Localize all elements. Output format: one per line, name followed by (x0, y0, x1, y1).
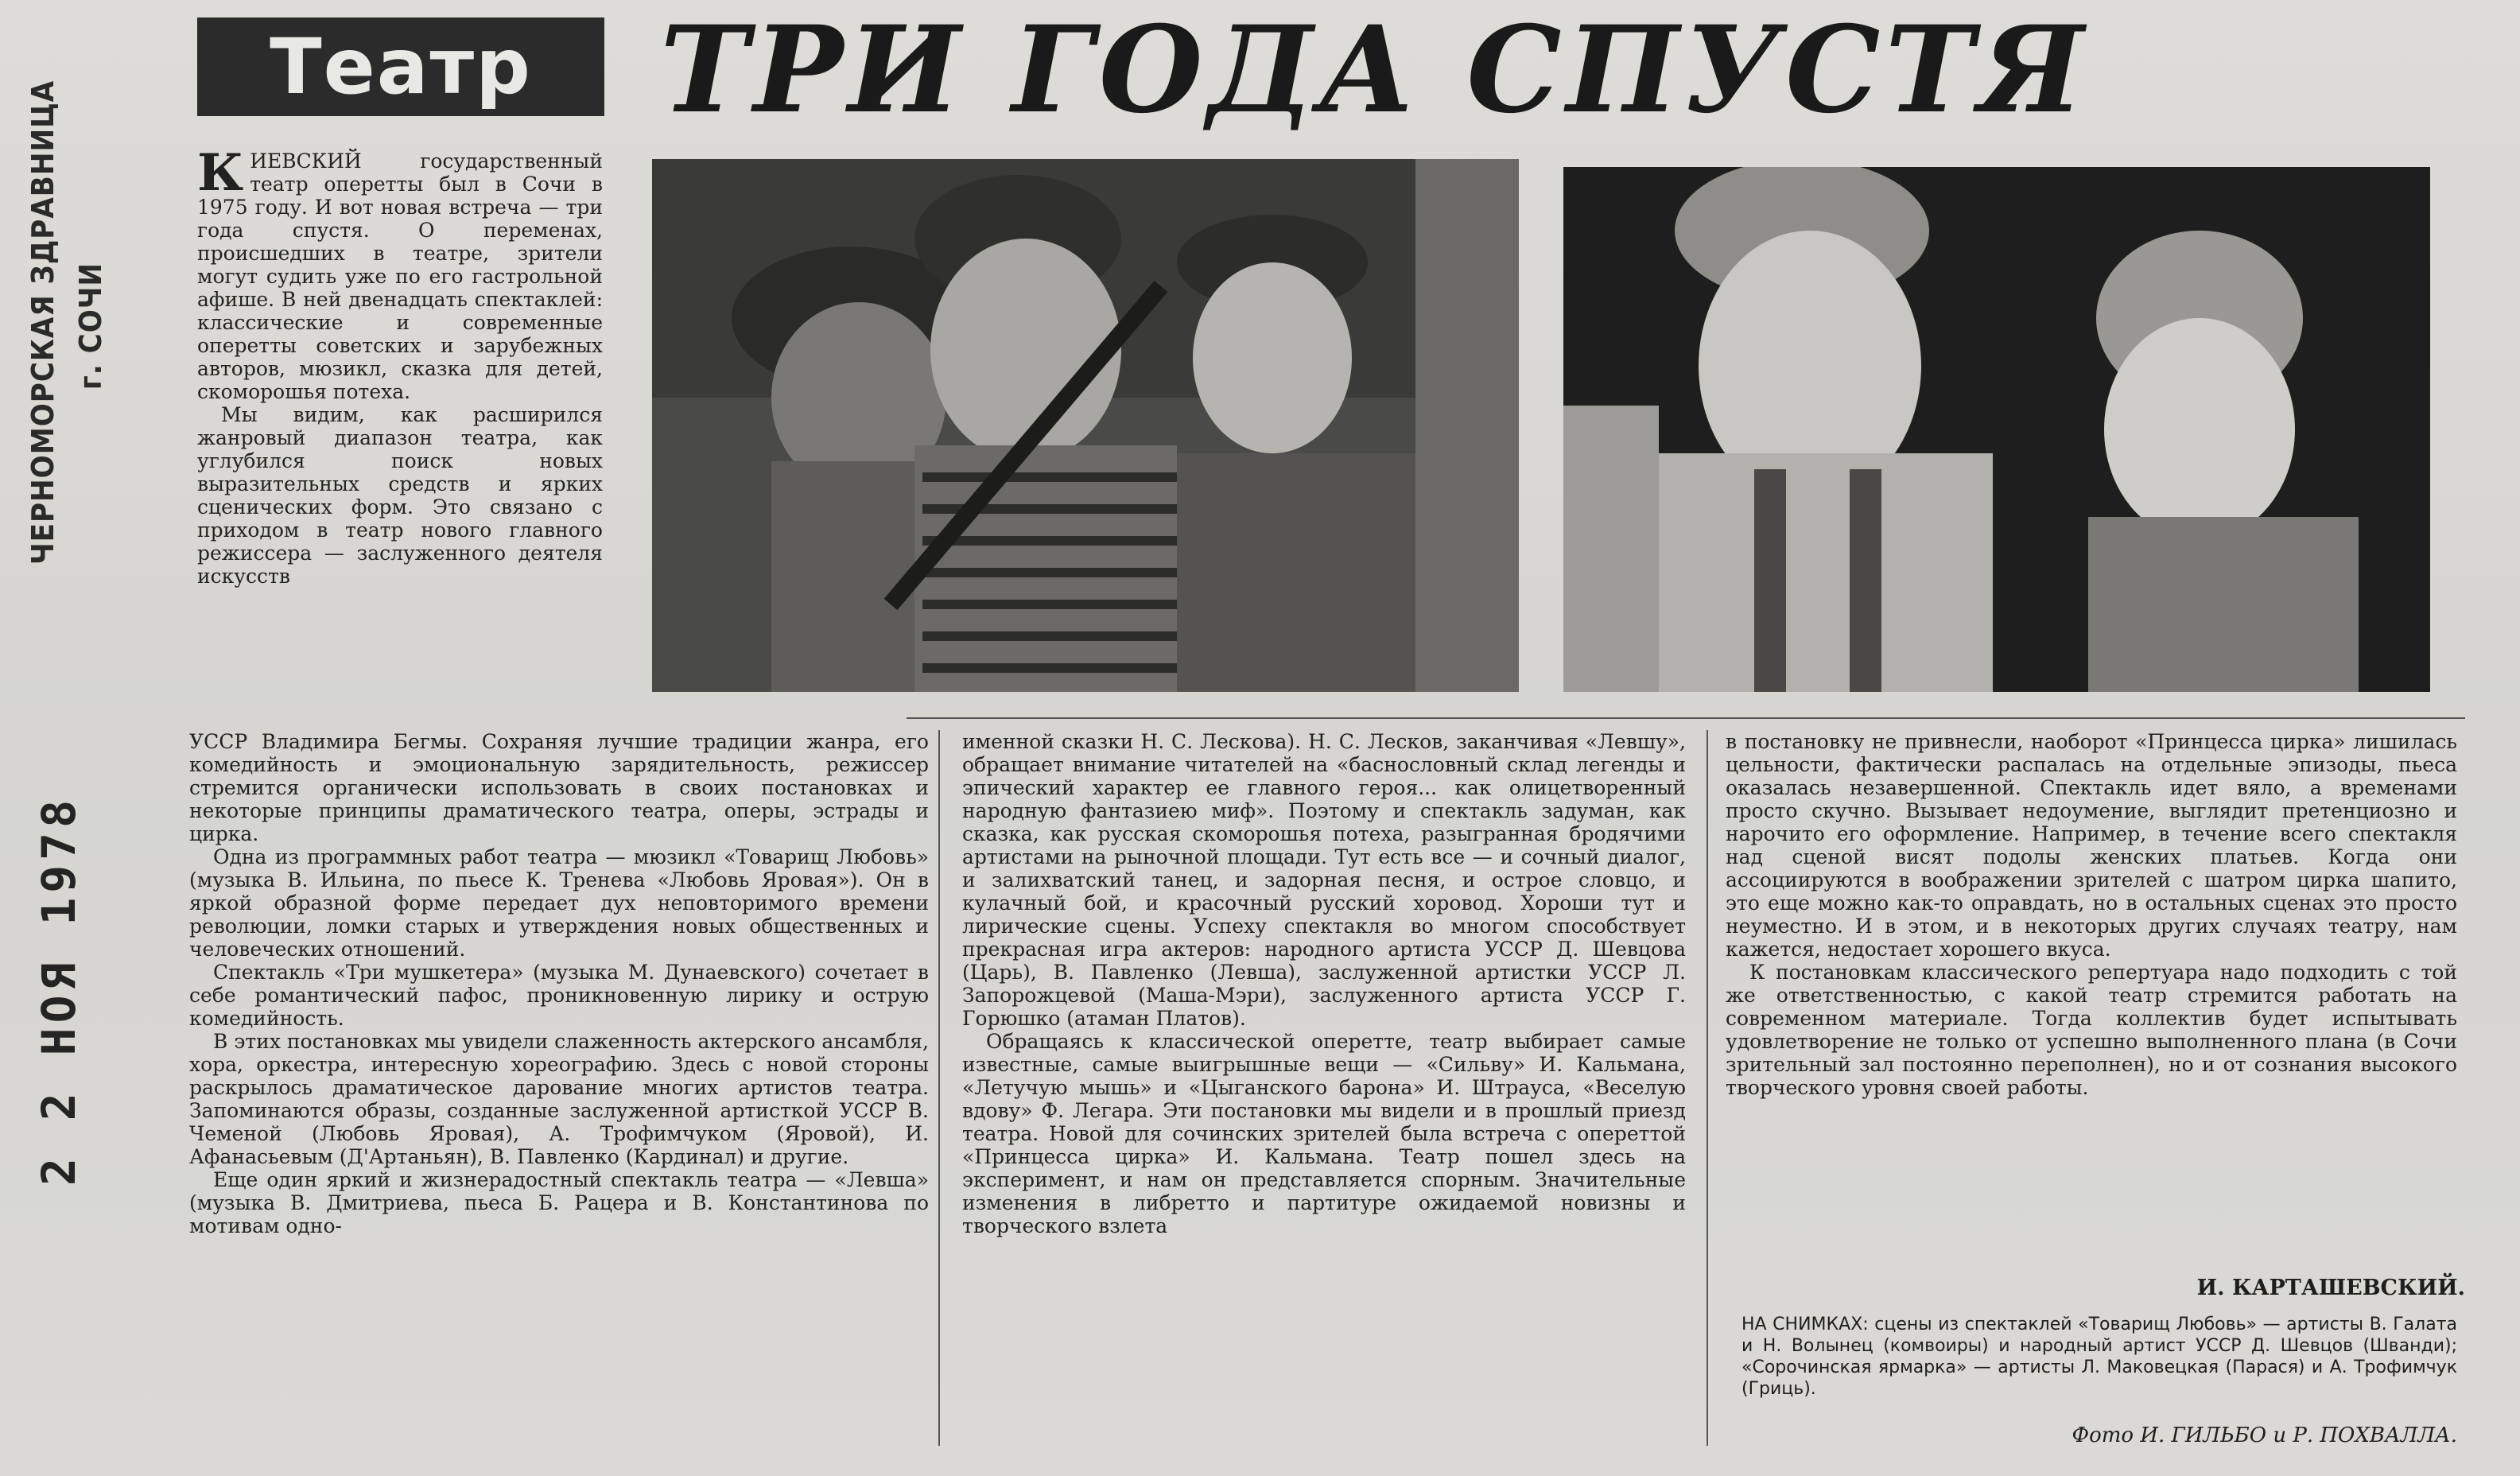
newspaper-name: ЧЕРНОМОРСКАЯ ЗДРАВНИЦА (25, 80, 60, 565)
photo-caption: НА СНИМКАХ: сцены из спектаклей «Товарищ Любовь» — артисты В. Галата и Н. Волынец (комвоиры) и народный артист УССР Д. Шевцов (Шванди); «Сорочинская ярмарка» — артисты Л. Маковецкая (Парася) и А. Трофимчук (Гриць). (1741, 1315, 2457, 1399)
paragraph: В этих постановках мы увидели слаженность актерского ансамбля, хора, оркестра, интересную хореографию. Здесь с новой стороны раскрылось драматическое дарование многих артистов театра. Запоминаются образы, созданные заслуженной артисткой УССР В. Чеменой (Любовь Яровая), А. Трофимчуком (Яровой), И. Афанасьевым (Д'Артаньян), В. Павленко (Кардинал) и другие. (189, 1030, 929, 1168)
photo-sorochinskaya-yarmarka (1563, 167, 2430, 692)
paragraph: именной сказки Н. С. Лескова). Н. С. Лесков, заканчивая «Левшу», обращает внимание читателей на «баснословный склад легенды и эпический характер ее главного героя... как олицетворенный народную фантазиею миф». Поэтому и спектакль задуман, как сказка, как русская скоморошья потеха, разыгранная бродячими артистами на рыночной площади. Тут есть все — и сочный диалог, и залихватский танец, и задорная песня, и острое словцо, и кулачный бой, и красочный русский хоровод. Хороши тут и лирические сцены. Успеху спектакля во многом способствует прекрасная игра актеров: народного артиста УССР Д. Шевцова (Царь), В. Павленко (Левша), заслуженной артистки УССР Л. Запорожцевой (Маша-Мэри), заслуженного артиста УССР Г. Горюшко (атаман Платов). (962, 730, 1686, 1030)
paragraph: Спектакль «Три мушкетера» (музыка М. Дунаевского) сочетает в себе романтический пафос, проникновенную лирику и острую комедийность. (189, 961, 929, 1030)
section-divider (907, 717, 2465, 719)
intro-paragraph: Мы видим, как расширился жанровый диапазон театра, как углубился поиск новых выразительных средств и ярких сценических форм. Это связано с приходом в театр нового главного режиссера — заслуженного деятеля искусств (197, 403, 603, 588)
paragraph: УССР Владимира Бегмы. Сохраняя лучшие традиции жанра, его комедийность и эмоциональную зарядительность, режиссер стремится органически использовать в своих постановках и некоторые принципы драматического театра, оперы, эстрады и цирка. (189, 730, 929, 845)
photo-tovarishch-lyubov (652, 159, 1519, 692)
column-divider (938, 730, 940, 1446)
photo-credit: Фото И. ГИЛЬБО и Р. ПОХВАЛЛА. (2072, 1424, 2457, 1447)
rubric-label: Театр (197, 17, 604, 116)
paragraph: Одна из программных работ театра — мюзикл «Товарищ Любовь» (музыка В. Ильина, по пьесе К. Тренева «Любовь Яровая»). Он в яркой образной форме передает дух неповторимого времени революции, ломки старых и утверждения новых общественных и человеческих отношений. (189, 845, 929, 961)
text-column-1 (189, 730, 929, 1470)
paragraph: К постановкам классического репертуара надо подходить с той же ответственностью, с какой театр стремится работать на современном материале. Тогда коллектив будет испытывать удовлетворение не только от успешно выполненного плана (в Сочи зрительный зал постоянно переполнен), но и от сознания высокого творческого уровня своей работы. (1726, 961, 2457, 1099)
intro-paragraph: КИЕВСКИЙ государственный театр оперетты был в Сочи в 1975 году. И вот новая встреча — три года спустя. О переменах, происшедших в театре, зрители могут судить уже по его гастрольной афише. В ней двенадцать спектаклей: классические и современные оперетты советских и зарубежных авторов, мюзикл, сказка для детей, скоморошья потеха. (197, 143, 603, 403)
newspaper-city: г. СОЧИ (73, 262, 108, 390)
date-stamp: 2 2 НОЯ 1978 (32, 795, 86, 1187)
intro-column (197, 143, 603, 698)
newspaper-name-stamp (14, 80, 110, 565)
photo-scene-image (1563, 167, 2430, 692)
photo-scene-image (652, 159, 1519, 692)
text-column-2 (962, 730, 1686, 1470)
paragraph: Еще один яркий и жизнерадостный спектакль театра — «Левша» (музыка В. Дмитриева, пьеса Б. Рацера и В. Константинова по мотивам одно- (189, 1168, 929, 1237)
article-headline: ТРИ ГОДА СПУСТЯ (660, 0, 2089, 140)
column-divider (1707, 730, 1708, 1446)
drop-cap: К (197, 143, 244, 203)
author-signature: И. КАРТАШЕВСКИЙ. (2196, 1276, 2465, 1300)
paragraph: в постановку не привнесли, наоборот «Принцесса цирка» лишилась цельности, фактически распалась на отдельные эпизоды, пьеса оказалась незавершенной. Спектакль идет вяло, а временами просто скучно. Вызывает недоумение, выглядит претенциозно и нарочито его оформление. Например, в течение всего спектакля над сценой висят подолы женских платьев. Когда они ассоциируются в воображении зрителей с шатром цирка шапито, это еще можно как-то оправдать, но в остальных сценах это просто неуместно. И в этом, и в некоторых других случаях театру, нам кажется, недостает хорошего вкуса. (1726, 730, 2457, 961)
paragraph: Обращаясь к классической оперетте, театр выбирает самые известные, самые выигрышные вещи — «Сильву» И. Кальмана, «Летучую мышь» и «Цыганского барона» И. Штрауса, «Веселую вдову» Ф. Легара. Эти постановки мы видели и в прошлый приезд театра. Новой для сочинских зрителей была встреча с опереттой «Принцесса цирка» И. Кальмана. Театр пошел здесь на эксперимент, и нам он представляется спорным. Значительные изменения в либретто и партитуре ожидаемой новизны и творческого взлета (962, 1030, 1686, 1237)
